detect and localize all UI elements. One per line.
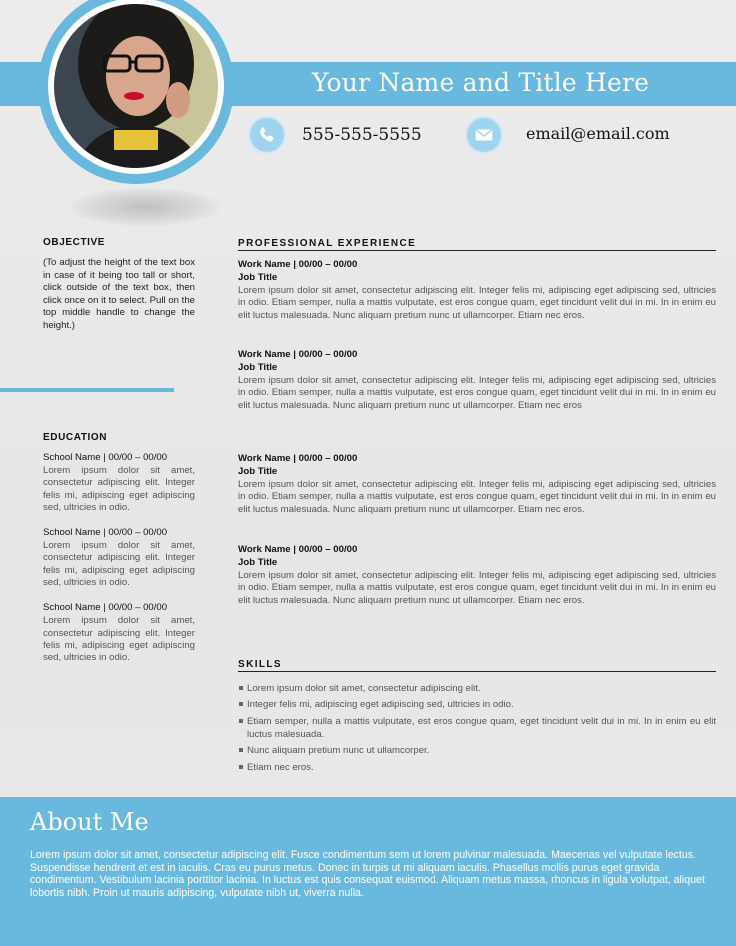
- job-description: Lorem ipsum dolor sit amet, consectetur adipiscing elit. Integer felis mi, adipiscing eget adipiscing sed, ultricies in odio. Etiam semper, nulla a mattis vulputate, est eros congue quam, eget tincidunt velit dui in mi. In in enim eu elit luctus malesuada. Nunc aliquam pretium nunc ut ullamcorper. Etiam nec eros: [238, 375, 716, 411]
- skill-item: Lorem ipsum dolor sit amet, consectetur adipiscing elit.: [238, 682, 716, 695]
- phone-glyph: [256, 124, 278, 146]
- skill-item: Integer felis mi, adipiscing eget adipiscing sed, ultricies in odio.: [238, 698, 716, 711]
- objective-heading: OBJECTIVE: [43, 237, 106, 248]
- job-title: Job Title: [238, 362, 278, 373]
- school-entry: [43, 527, 195, 589]
- job-description: Lorem ipsum dolor sit amet, consectetur adipiscing elit. Integer felis mi, adipiscing eget adipiscing sed, ultricies in odio. Etiam semper, nulla a mattis vulputate, est eros congue quam, eget tincidunt velit dui in mi. In in enim eu elit luctus malesuada. Nunc aliquam pretium nunc ut ullamcorper. Etiam nec eros.: [238, 570, 716, 606]
- phone-number: 555-555-5555: [302, 125, 422, 145]
- email-address: email@email.com: [526, 124, 670, 143]
- experience-heading: PROFESSIONAL EXPERIENCE: [238, 238, 716, 251]
- job-employer-dates: Work Name | 00/00 – 00/00: [238, 259, 358, 270]
- job-title: Job Title: [238, 272, 278, 283]
- school-description: Lorem ipsum dolor sit amet, consectetur adipiscing elit. Integer felis mi, adipiscing eget adipiscing sed, ultricies in odio.: [43, 540, 195, 589]
- phone-icon: [248, 116, 286, 154]
- portrait-illustration: [54, 4, 218, 168]
- school-description: Lorem ipsum dolor sit amet, consectetur adipiscing elit. Integer felis mi, adipiscing eget adipiscing sed, ultricies in odio.: [43, 615, 195, 664]
- job-employer-dates: Work Name | 00/00 – 00/00: [238, 544, 358, 555]
- school-entry: [43, 602, 195, 664]
- about-title: About Me: [30, 808, 149, 836]
- education-section: [43, 432, 195, 678]
- photo-shadow: [70, 188, 220, 226]
- school-description: Lorem ipsum dolor sit amet, consectetur adipiscing elit. Integer felis mi, adipiscing eget adipiscing sed, ultricies in odio.: [43, 465, 195, 513]
- objective-text: (To adjust the height of the text box in case of it being too tall or short, click outside of the text box, then click once on it to select. Pull on the top middle handle to change the height.): [43, 257, 195, 331]
- job-employer-dates: Work Name | 00/00 – 00/00: [238, 349, 358, 360]
- job-entry: [238, 348, 716, 412]
- name-title: Your Name and Title Here: [312, 68, 650, 97]
- envelope-icon: [465, 116, 503, 154]
- school-name: School Name | 00/00 – 00/00: [43, 527, 168, 539]
- job-entry: [238, 258, 716, 322]
- job-entry: [238, 452, 716, 516]
- job-description: Lorem ipsum dolor sit amet, consectetur adipiscing elit. Integer felis mi, adipiscing eget adipiscing sed, ultricies in odio. Etiam semper, nulla a mattis vulputate, est eros congue quam, eget tincidunt velit dui in mi. In in enim eu elit luctus malesuada. Nunc aliquam pretium nunc ut ullamcorper. Etiam nec eros.: [238, 285, 716, 321]
- profile-photo: [54, 4, 218, 168]
- job-description: Lorem ipsum dolor sit amet, consectetur adipiscing elit. Integer felis mi, adipiscing eget adipiscing sed, ultricies in odio. Etiam semper, nulla a mattis vulputate, est eros congue quam, eget tincidunt velit dui in mi. In in enim eu elit luctus malesuada. Nunc aliquam pretium nunc ut ullamcorper. Etiam nec eros.: [238, 479, 716, 515]
- envelope-glyph: [473, 124, 495, 146]
- skills-section: [238, 659, 716, 777]
- job-title: Job Title: [238, 557, 278, 568]
- job-entry: [238, 543, 716, 607]
- about-text: Lorem ipsum dolor sit amet, consectetur adipiscing elit. Fusce condimentum sem ut lorem pulvinar malesuada. Maecenas vel vulputate lectus. Suspendisse hendrerit et est in iaculis. Cras eu purus metus. Donec in turpis ut mi aliquam iaculis. Phasellus mollis purus eget gravida condimentum. Vestibulum lacinia porttitor lacinia. In luctus est quis consequat euismod. Aliquam metus massa, rhoncus in ligula volutpat, aliquet lobortis nibh. Proin ut mauris adipiscing, vulputate nibh ut, viverra nulla.: [30, 849, 705, 899]
- education-heading: EDUCATION: [43, 432, 108, 443]
- school-entry: [43, 452, 195, 514]
- skill-item: Etiam nec eros.: [238, 761, 716, 774]
- objective-section: [43, 237, 195, 333]
- school-name: School Name | 00/00 – 00/00: [43, 452, 168, 463]
- school-name: School Name | 00/00 – 00/00: [43, 602, 168, 614]
- left-divider: [0, 388, 174, 392]
- skill-item: Nunc aliquam pretium nunc ut ullamcorper.: [238, 744, 716, 757]
- experience-section: [238, 238, 716, 628]
- skills-list: [238, 682, 716, 774]
- skills-heading: SKILLS: [238, 659, 716, 672]
- skill-item: Etiam semper, nulla a mattis vulputate, est eros congue quam, eget tincidunt velit dui in mi. In in enim eu elit luctus malesuada.: [238, 715, 716, 741]
- job-employer-dates: Work Name | 00/00 – 00/00: [238, 453, 358, 464]
- job-title: Job Title: [238, 466, 278, 477]
